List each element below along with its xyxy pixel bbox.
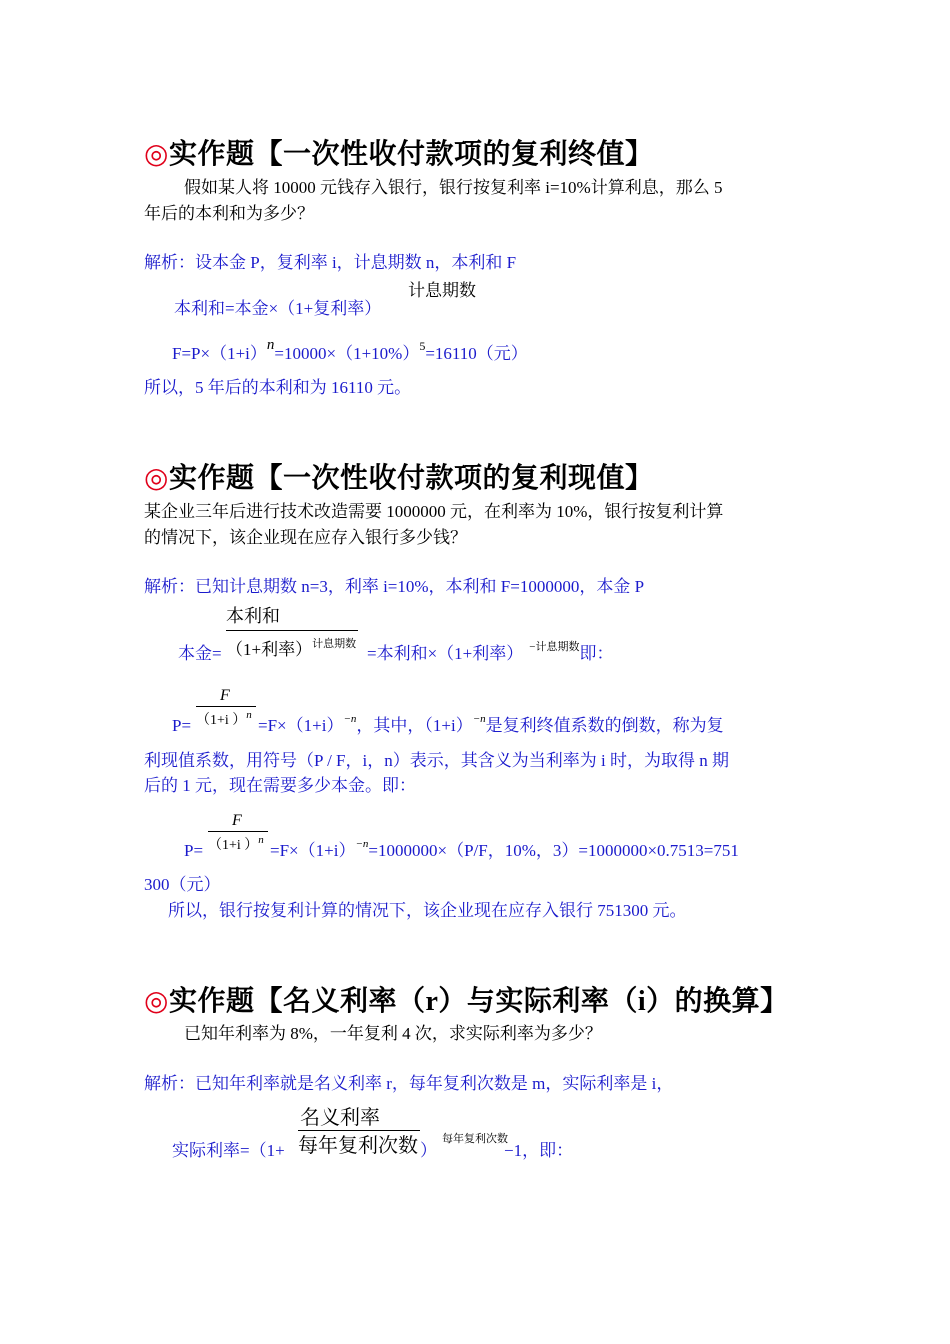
question-text: 已知年利率为 8%，一年复利 4 次，求实际利率为多少？ bbox=[184, 1024, 602, 1043]
section-heading bbox=[144, 132, 653, 172]
formula-left: 本金= bbox=[178, 644, 222, 663]
fraction-numerator: 名义利率 bbox=[300, 1107, 380, 1129]
formula-left: P= bbox=[172, 716, 192, 735]
formula-exponent: 每年复利次数 bbox=[442, 1133, 508, 1145]
formula-left: 实际利率=（1+ bbox=[172, 1141, 285, 1160]
fraction-numerator: F bbox=[220, 687, 230, 704]
calc-text: $F=P\times(1+i)n=10000\times(1+10\%)^5=16110$（元） bbox=[172, 337, 528, 363]
heading-text: 实作题【一次性收付款项的复利现值】 bbox=[168, 463, 654, 494]
formula-exponent: 计息期数 bbox=[408, 281, 476, 300]
fraction-denominator: （1+i ）$^n$ bbox=[208, 834, 264, 853]
analysis-text: 解析：设本金 P，复利率 i，计息期数 n，本利和 F bbox=[144, 253, 517, 272]
formula-right: $=F\times(1+i)^{-n}$，其中，$(1+i)^{-n}$是复利终值系数的倒数，称为复 bbox=[258, 713, 724, 735]
formula-right: =本利和×（1+利率） $^{-计息期数}$即： bbox=[367, 641, 614, 663]
bullseye-icon: ◎ bbox=[144, 986, 169, 1017]
fraction-denominator: （1+i ）$^n$ bbox=[196, 709, 252, 728]
heading-text: 实作题【名义利率（r）与实际利率（i）的换算】 bbox=[168, 986, 789, 1017]
question-text: 某企业三年后进行技术改造需要 1000000 元，在利率为 10%，银行按复利计算 bbox=[144, 502, 724, 521]
question-text: 的情况下，该企业现在应存入银行多少钱？ bbox=[144, 528, 467, 547]
heading-text: 实作题【一次性收付款项的复利终值】 bbox=[168, 139, 654, 170]
formula-right: $=F\times(1+i)^{-n}=1000000\times(P/F$，10%，3）=1000000×0.7513=751 bbox=[270, 838, 739, 860]
bullseye-icon: ◎ bbox=[144, 139, 169, 170]
conclusion-text: 所以，5 年后的本利和为 16110 元。 bbox=[144, 378, 412, 397]
fraction-numerator: F bbox=[232, 812, 242, 829]
formula-tail: −1，即： bbox=[504, 1141, 574, 1160]
body-text: 后的 1 元，现在需要多少本金。即： bbox=[144, 776, 416, 795]
analysis-text: 解析：已知计息期数 n=3，利率 i=10%，本利和 F=1000000，本金 P bbox=[144, 577, 645, 596]
analysis-text: 解析：已知年利率就是名义利率 r，每年复利次数是 m，实际利率是 i， bbox=[144, 1074, 674, 1093]
formula-left: P= bbox=[184, 841, 204, 860]
question-text: 假如某人将 10000 元钱存入银行，银行按复利率 i=10%计算利息，那么 5 bbox=[184, 178, 723, 197]
fraction-numerator: 本利和 bbox=[226, 606, 280, 626]
section-heading bbox=[144, 456, 653, 496]
fraction-bar bbox=[208, 831, 268, 832]
fraction-bar bbox=[226, 630, 358, 631]
section-heading bbox=[144, 979, 789, 1019]
question-text: 年后的本利和为多少？ bbox=[144, 204, 314, 223]
formula-text: 本利和=本金×（1+复利率） bbox=[174, 299, 382, 318]
body-text: 300（元） bbox=[144, 875, 221, 894]
conclusion-text: 所以，银行按复利计算的情况下，该企业现在应存入银行 751300 元。 bbox=[168, 901, 687, 920]
fraction-denominator: （1+利率）$^{计息期数}$ bbox=[226, 638, 357, 659]
fraction-denominator: 每年复利次数 bbox=[298, 1135, 418, 1157]
formula-close: ） bbox=[420, 1141, 437, 1160]
bullseye-icon: ◎ bbox=[144, 463, 169, 494]
body-text: 利现值系数，用符号（P / F，i，n）表示，其含义为当利率为 i 时，为取得 n 期 bbox=[144, 751, 729, 770]
fraction-bar bbox=[196, 706, 256, 707]
